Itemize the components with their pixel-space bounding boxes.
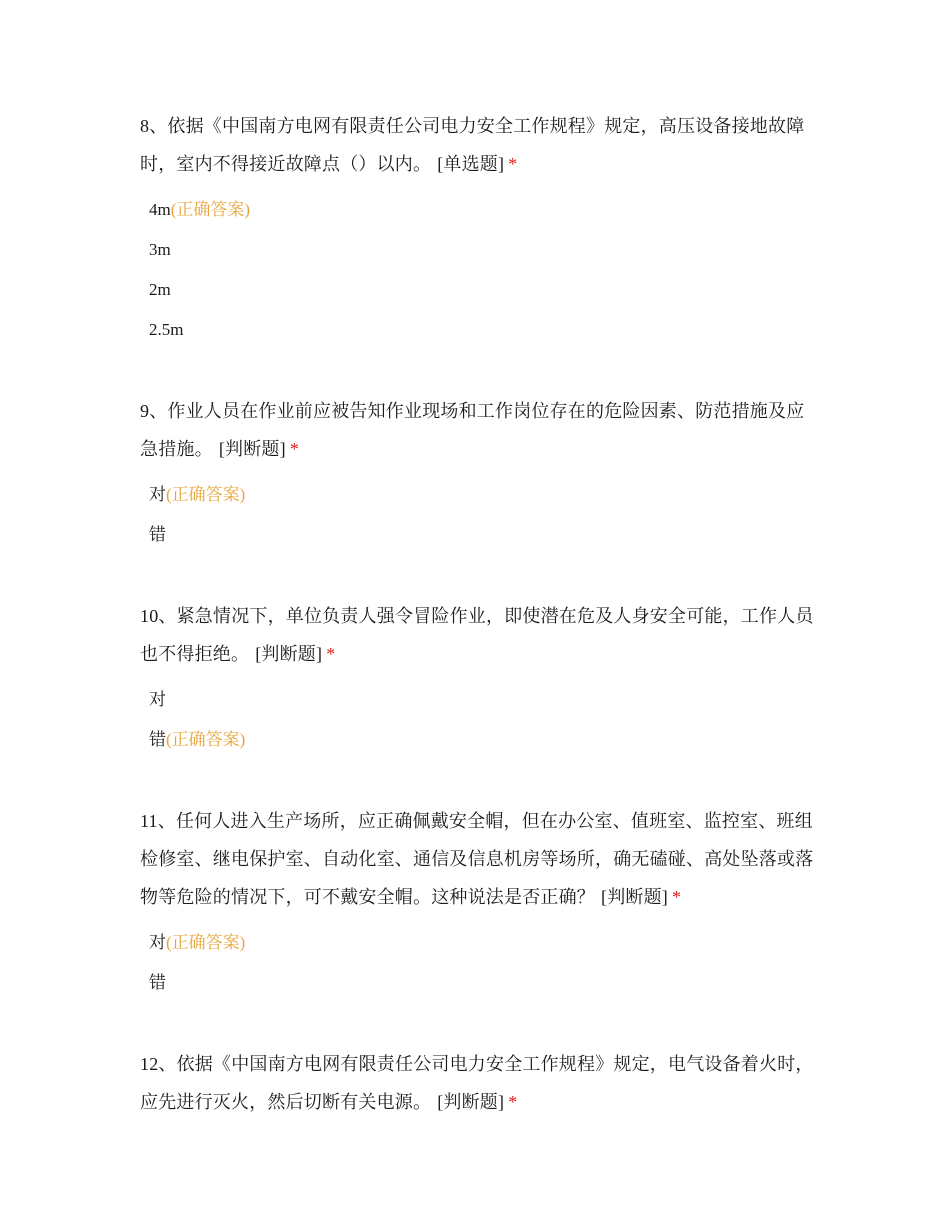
required-mark: * (672, 887, 682, 907)
question-number: 12、 (140, 1054, 177, 1074)
question-type: [判断题] (437, 1092, 505, 1112)
question-number: 8、 (140, 116, 168, 136)
question-body: 依据《中国南方电网有限责任公司电力安全工作规程》规定，电气设备着火时，应先进行灭火，然后切断有关电源。 (140, 1054, 814, 1112)
question-text (140, 1045, 820, 1121)
question-type: [判断题] (255, 644, 323, 664)
required-mark: * (289, 439, 300, 459)
option-list (140, 680, 820, 760)
option-label: 错 (149, 730, 166, 749)
question-number: 10、 (140, 606, 177, 626)
question-11 (140, 802, 820, 1003)
correct-answer-tag: (正确答案) (166, 485, 246, 504)
correct-answer-tag: (正确答案) (166, 933, 246, 952)
question-number: 11、 (140, 811, 176, 831)
option-label: 对 (149, 485, 166, 504)
option-label: 4m (149, 200, 171, 219)
option-label: 2.5m (149, 320, 184, 339)
question-body: 紧急情况下，单位负责人强令冒险作业，即使潜在危及人身安全可能，工作人员也不得拒绝。 (140, 606, 814, 664)
question-type: [判断题] (218, 439, 286, 459)
option-label: 3m (149, 240, 171, 259)
option-item (149, 720, 820, 760)
option-item (149, 515, 820, 555)
option-label: 对 (149, 690, 166, 709)
required-mark: * (508, 154, 518, 174)
option-item (149, 190, 820, 230)
quiz-page (140, 107, 820, 1163)
required-mark: * (508, 1092, 518, 1112)
option-list (140, 190, 820, 350)
question-text (140, 392, 820, 468)
question-8 (140, 107, 820, 350)
question-text (140, 802, 820, 916)
required-mark: * (326, 644, 336, 664)
question-body: 作业人员在作业前应被告知作业现场和工作岗位存在的危险因素、防范措施及应急措施。 (140, 401, 805, 459)
option-label: 错 (149, 525, 166, 544)
question-text (140, 107, 820, 183)
question-type: [判断题] (601, 887, 668, 907)
option-item (149, 680, 820, 720)
option-item (149, 475, 820, 515)
question-body: 任何人进入生产场所，应正确佩戴安全帽，但在办公室、值班室、监控室、班组检修室、继电保护室、自动化室、通信及信息机房等场所，确无磕碰、高处坠落或落物等危险的情况下，可不戴安全帽。这种说法是否正确？ (140, 811, 814, 907)
correct-answer-tag: (正确答案) (166, 730, 246, 749)
option-label: 2m (149, 280, 171, 299)
option-list (140, 923, 820, 1003)
option-item (149, 923, 820, 963)
question-12 (140, 1045, 820, 1121)
question-number: 9、 (140, 401, 168, 421)
option-item (149, 230, 820, 270)
correct-answer-tag: (正确答案) (170, 200, 251, 219)
question-9 (140, 392, 820, 555)
question-10 (140, 597, 820, 760)
option-label: 错 (149, 973, 166, 992)
option-list (140, 475, 820, 555)
question-body: 依据《中国南方电网有限责任公司电力安全工作规程》规定，高压设备接地故障时，室内不得接近故障点（）以内。 (140, 116, 805, 174)
question-type: [单选题] (437, 154, 505, 174)
question-text (140, 597, 820, 673)
option-label: 对 (149, 933, 166, 952)
option-item (149, 310, 820, 350)
option-item (149, 270, 820, 310)
option-item (149, 963, 820, 1003)
